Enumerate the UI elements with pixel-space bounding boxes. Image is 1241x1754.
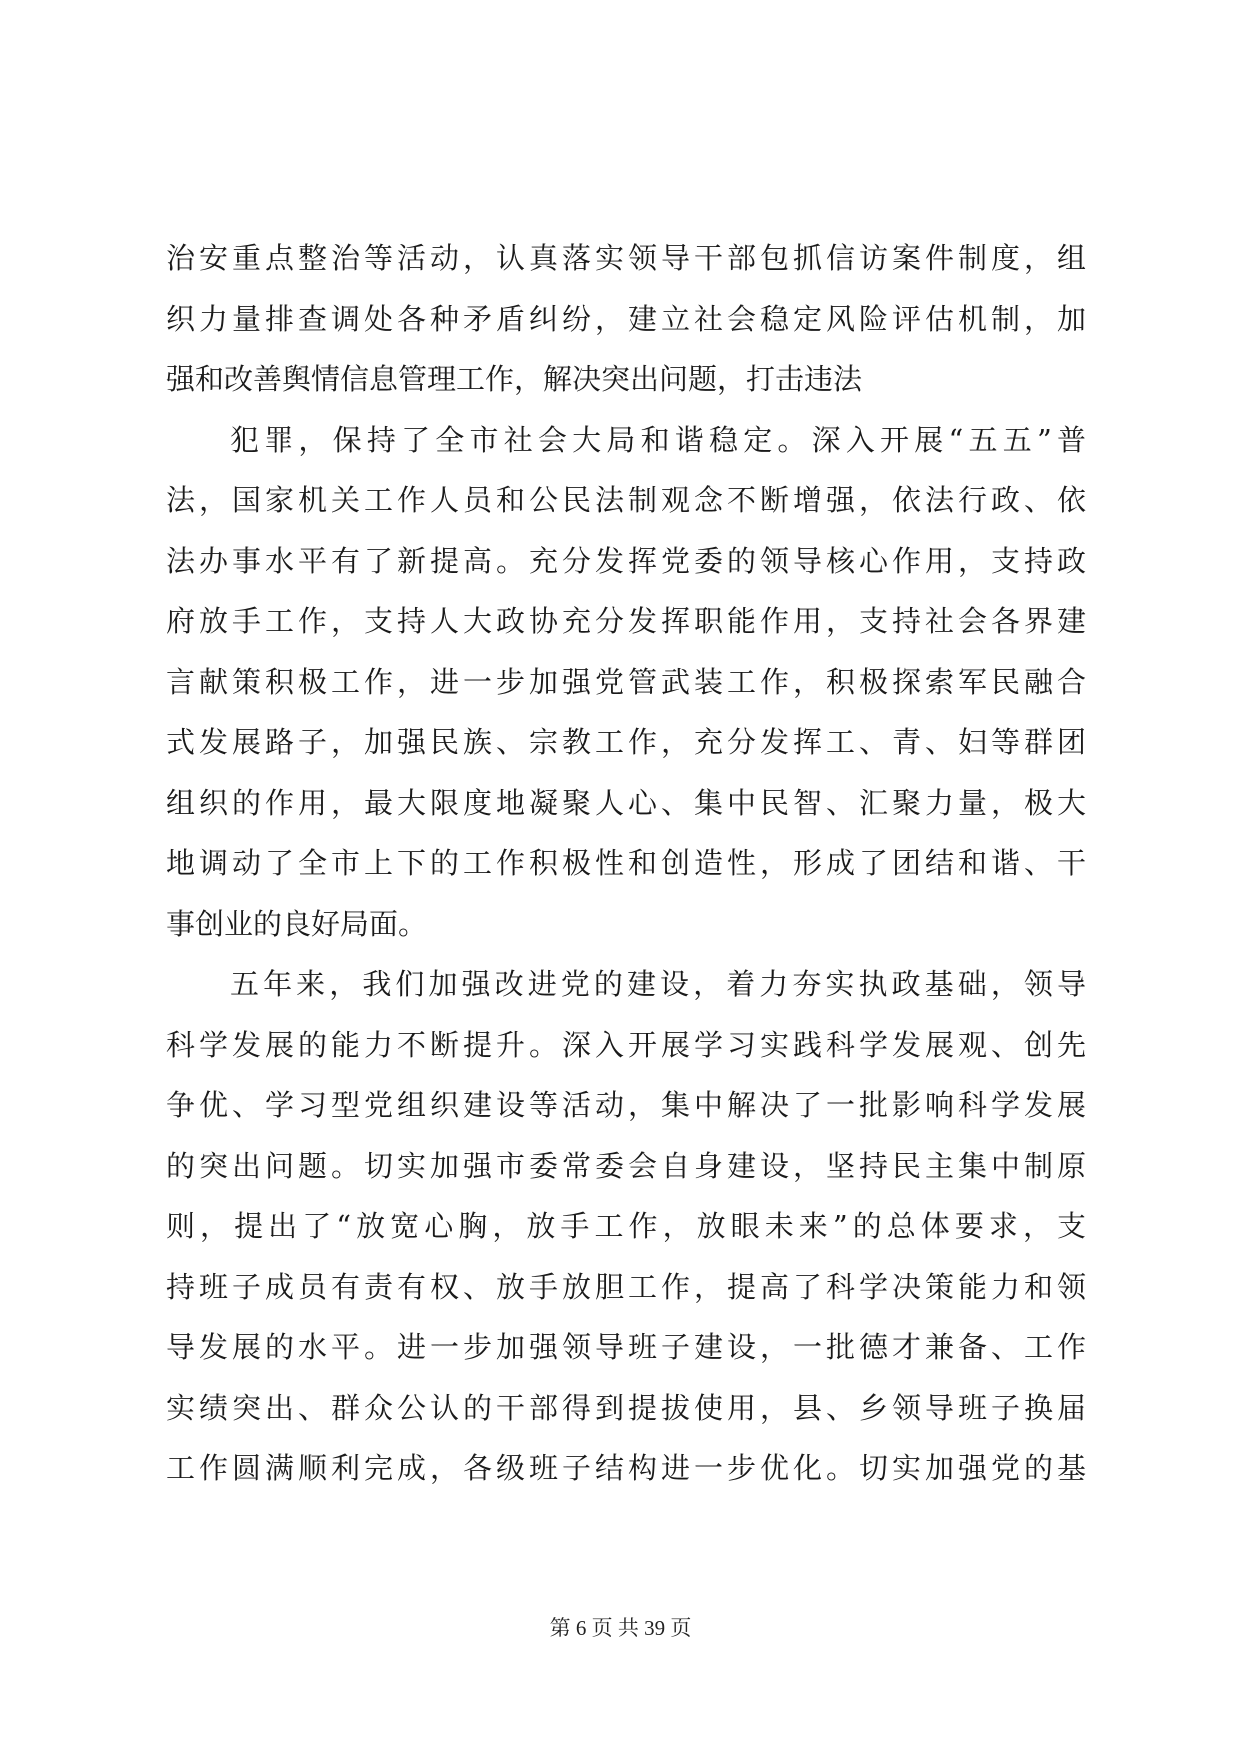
text-line: 法办事水平有了新提高。充分发挥党委的领导核心作用，支持政 (166, 543, 1086, 578)
paragraph-first-line: 五年来，我们加强改进党的建设，着力夯实执政基础，领导 (230, 967, 1086, 1001)
text-line: 强和改善舆情信息管理工作，解决突出问题，打击违法 (166, 362, 863, 396)
text-line: 地调动了全市上下的工作积极性和创造性，形成了团结和谐、干 (166, 846, 1086, 880)
text-line: 实绩突出、群众公认的干部得到提拔使用，县、乡领导班子换届 (166, 1390, 1086, 1425)
paragraph-first-line: 犯罪，保持了全市社会大局和谐稳定。深入开展“五五”普 (230, 422, 1086, 457)
body-text (166, 228, 1086, 1499)
text-line: 争优、学习型党组织建设等活动，集中解决了一批影响科学发展 (166, 1088, 1086, 1122)
page-number-footer: 第 6 页 共 39 页 (549, 1616, 692, 1640)
text-line: 导发展的水平。进一步加强领导班子建设，一批德才兼备、工作 (166, 1330, 1086, 1364)
text-line: 的突出问题。切实加强市委常委会自身建设，坚持民主集中制原 (166, 1148, 1086, 1183)
text-line: 组织的作用，最大限度地凝聚人心、集中民智、汇聚力量，极大 (166, 785, 1086, 820)
text-line: 工作圆满顺利完成，各级班子结构进一步优化。切实加强党的基 (166, 1451, 1086, 1485)
text-line: 持班子成员有责有权、放手放胆工作，提高了科学决策能力和领 (166, 1269, 1086, 1304)
text-line: 科学发展的能力不断提升。深入开展学习实践科学发展观、创先 (166, 1027, 1086, 1062)
text-line: 则，提出了“放宽心胸，放手工作，放眼未来”的总体要求，支 (166, 1209, 1086, 1243)
text-line: 事创业的良好局面。 (166, 906, 428, 941)
text-line: 式发展路子，加强民族、宗教工作，充分发挥工、青、妇等群团 (166, 725, 1086, 759)
text-line: 言献策积极工作，进一步加强党管武装工作，积极探索军民融合 (166, 664, 1086, 699)
text-line: 治安重点整治等活动，认真落实领导干部包抓信访案件制度，组 (166, 241, 1086, 275)
text-line: 府放手工作，支持人大政协充分发挥职能作用，支持社会各界建 (166, 604, 1086, 638)
text-line: 织力量排查调处各种矛盾纠纷，建立社会稳定风险评估机制，加 (166, 301, 1086, 336)
text-line: 法，国家机关工作人员和公民法制观念不断增强，依法行政、依 (166, 483, 1086, 517)
